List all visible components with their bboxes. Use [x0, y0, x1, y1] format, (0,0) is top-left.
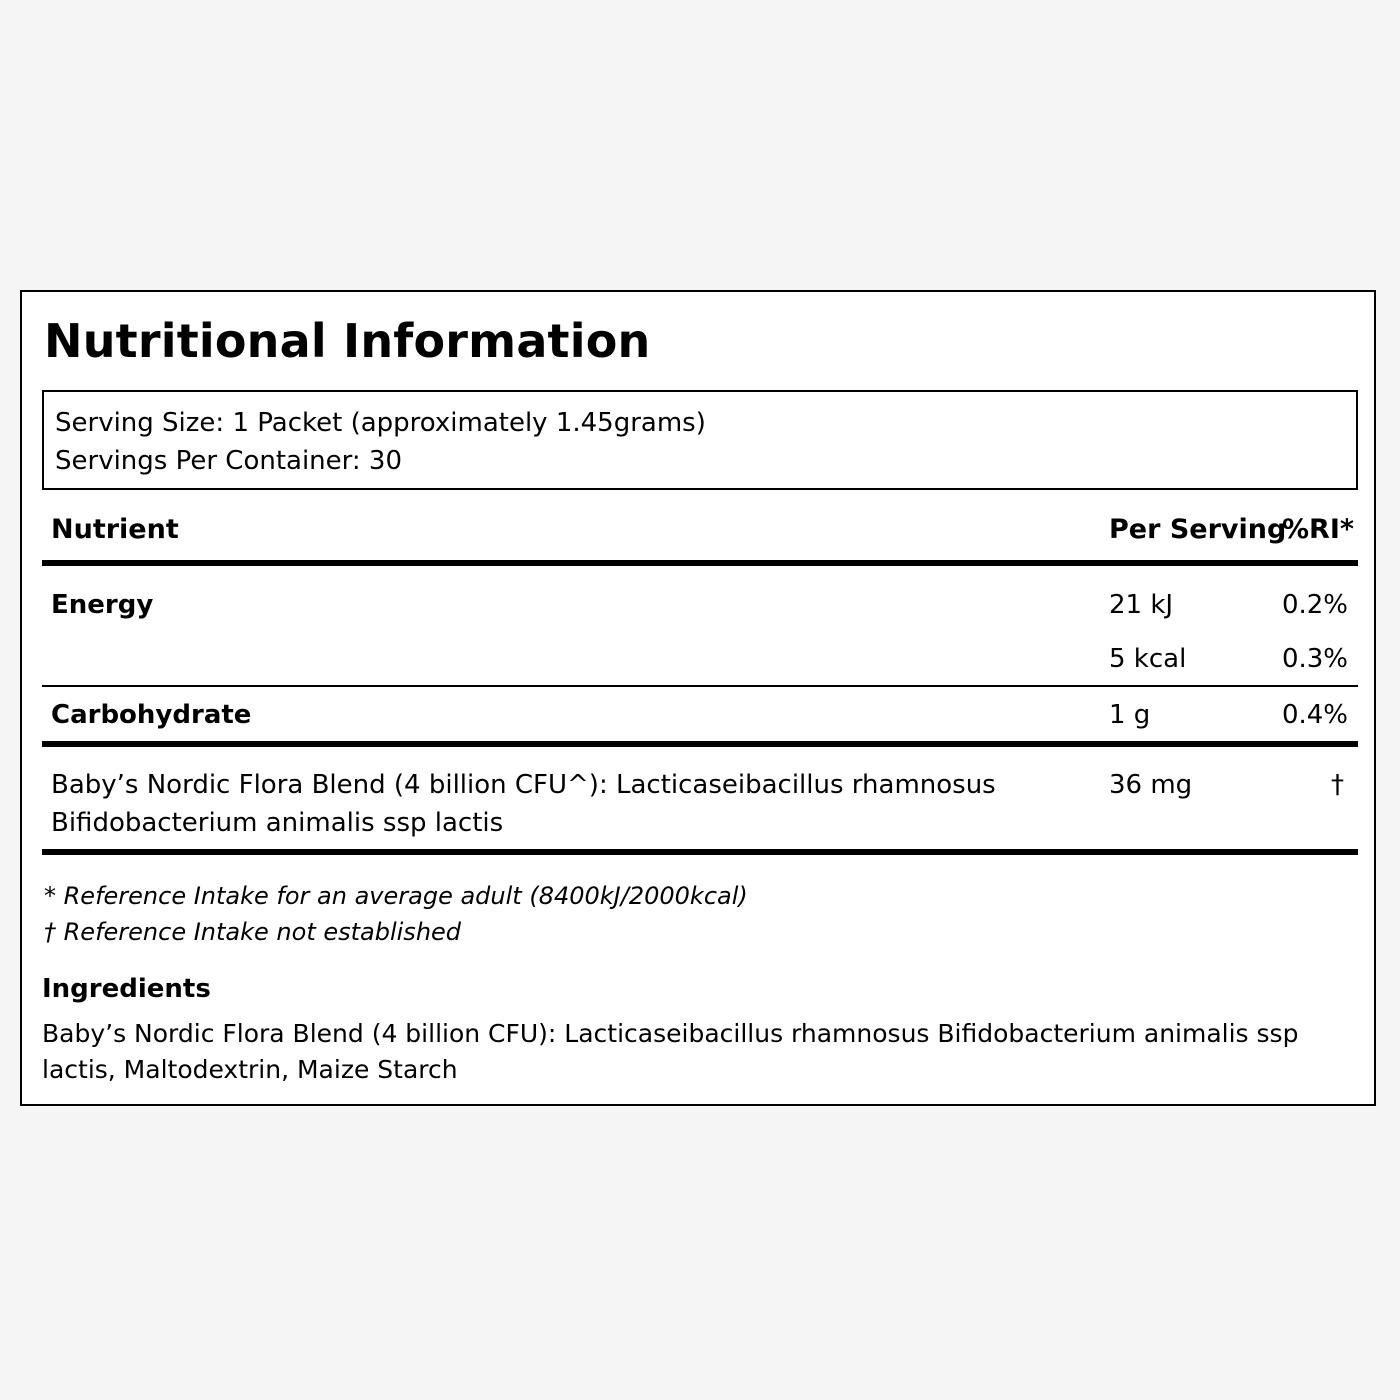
- ingredients-text: Baby’s Nordic Flora Blend (4 billion CFU): Lacticaseibacillus rhamnosus Bifidobacterium animalis ssp lactis, Maltodextrin, Maize Starch: [42, 1019, 1299, 1084]
- carbohydrate-divider: [42, 741, 1358, 747]
- energy-divider: [42, 685, 1358, 687]
- header-per-serving: Per Serving: [1109, 514, 1287, 545]
- footnote-not-established: † Reference Intake not established: [44, 918, 462, 946]
- ingredients-title: Ingredients: [42, 974, 211, 1004]
- energy-kcal-value: 5 kcal: [1109, 644, 1187, 674]
- header-ri: %RI*: [1282, 514, 1355, 545]
- header-divider: [42, 560, 1358, 566]
- page-title: Nutritional Information: [44, 314, 651, 368]
- energy-kj-value: 21 kJ: [1109, 590, 1174, 620]
- blend-value: 36 mg: [1109, 770, 1193, 800]
- serving-info-box: [42, 390, 1358, 490]
- servings-per-container: Servings Per Container: 30: [55, 446, 403, 476]
- carbohydrate-value: 1 g: [1109, 700, 1151, 730]
- energy-kcal-ri: 0.3%: [1281, 644, 1348, 674]
- blend-label-line2: Bifidobacterium animalis ssp lactis: [51, 808, 504, 838]
- blend-divider: [42, 849, 1358, 855]
- carbohydrate-label: Carbohydrate: [51, 700, 252, 730]
- header-nutrient: Nutrient: [51, 514, 179, 545]
- blend-ri: †: [1331, 770, 1344, 800]
- carbohydrate-ri: 0.4%: [1281, 700, 1348, 730]
- energy-kj-ri: 0.2%: [1281, 590, 1348, 620]
- footnote-reference-intake: * Reference Intake for an average adult (8400kJ/2000kcal): [44, 882, 748, 910]
- serving-size: Serving Size: 1 Packet (approximately 1.45grams): [55, 408, 706, 438]
- nutrition-panel: [20, 290, 1376, 1106]
- energy-label: Energy: [51, 590, 154, 620]
- blend-label-line1: Baby’s Nordic Flora Blend (4 billion CFU^): Lacticaseibacillus rhamnosus: [51, 770, 996, 800]
